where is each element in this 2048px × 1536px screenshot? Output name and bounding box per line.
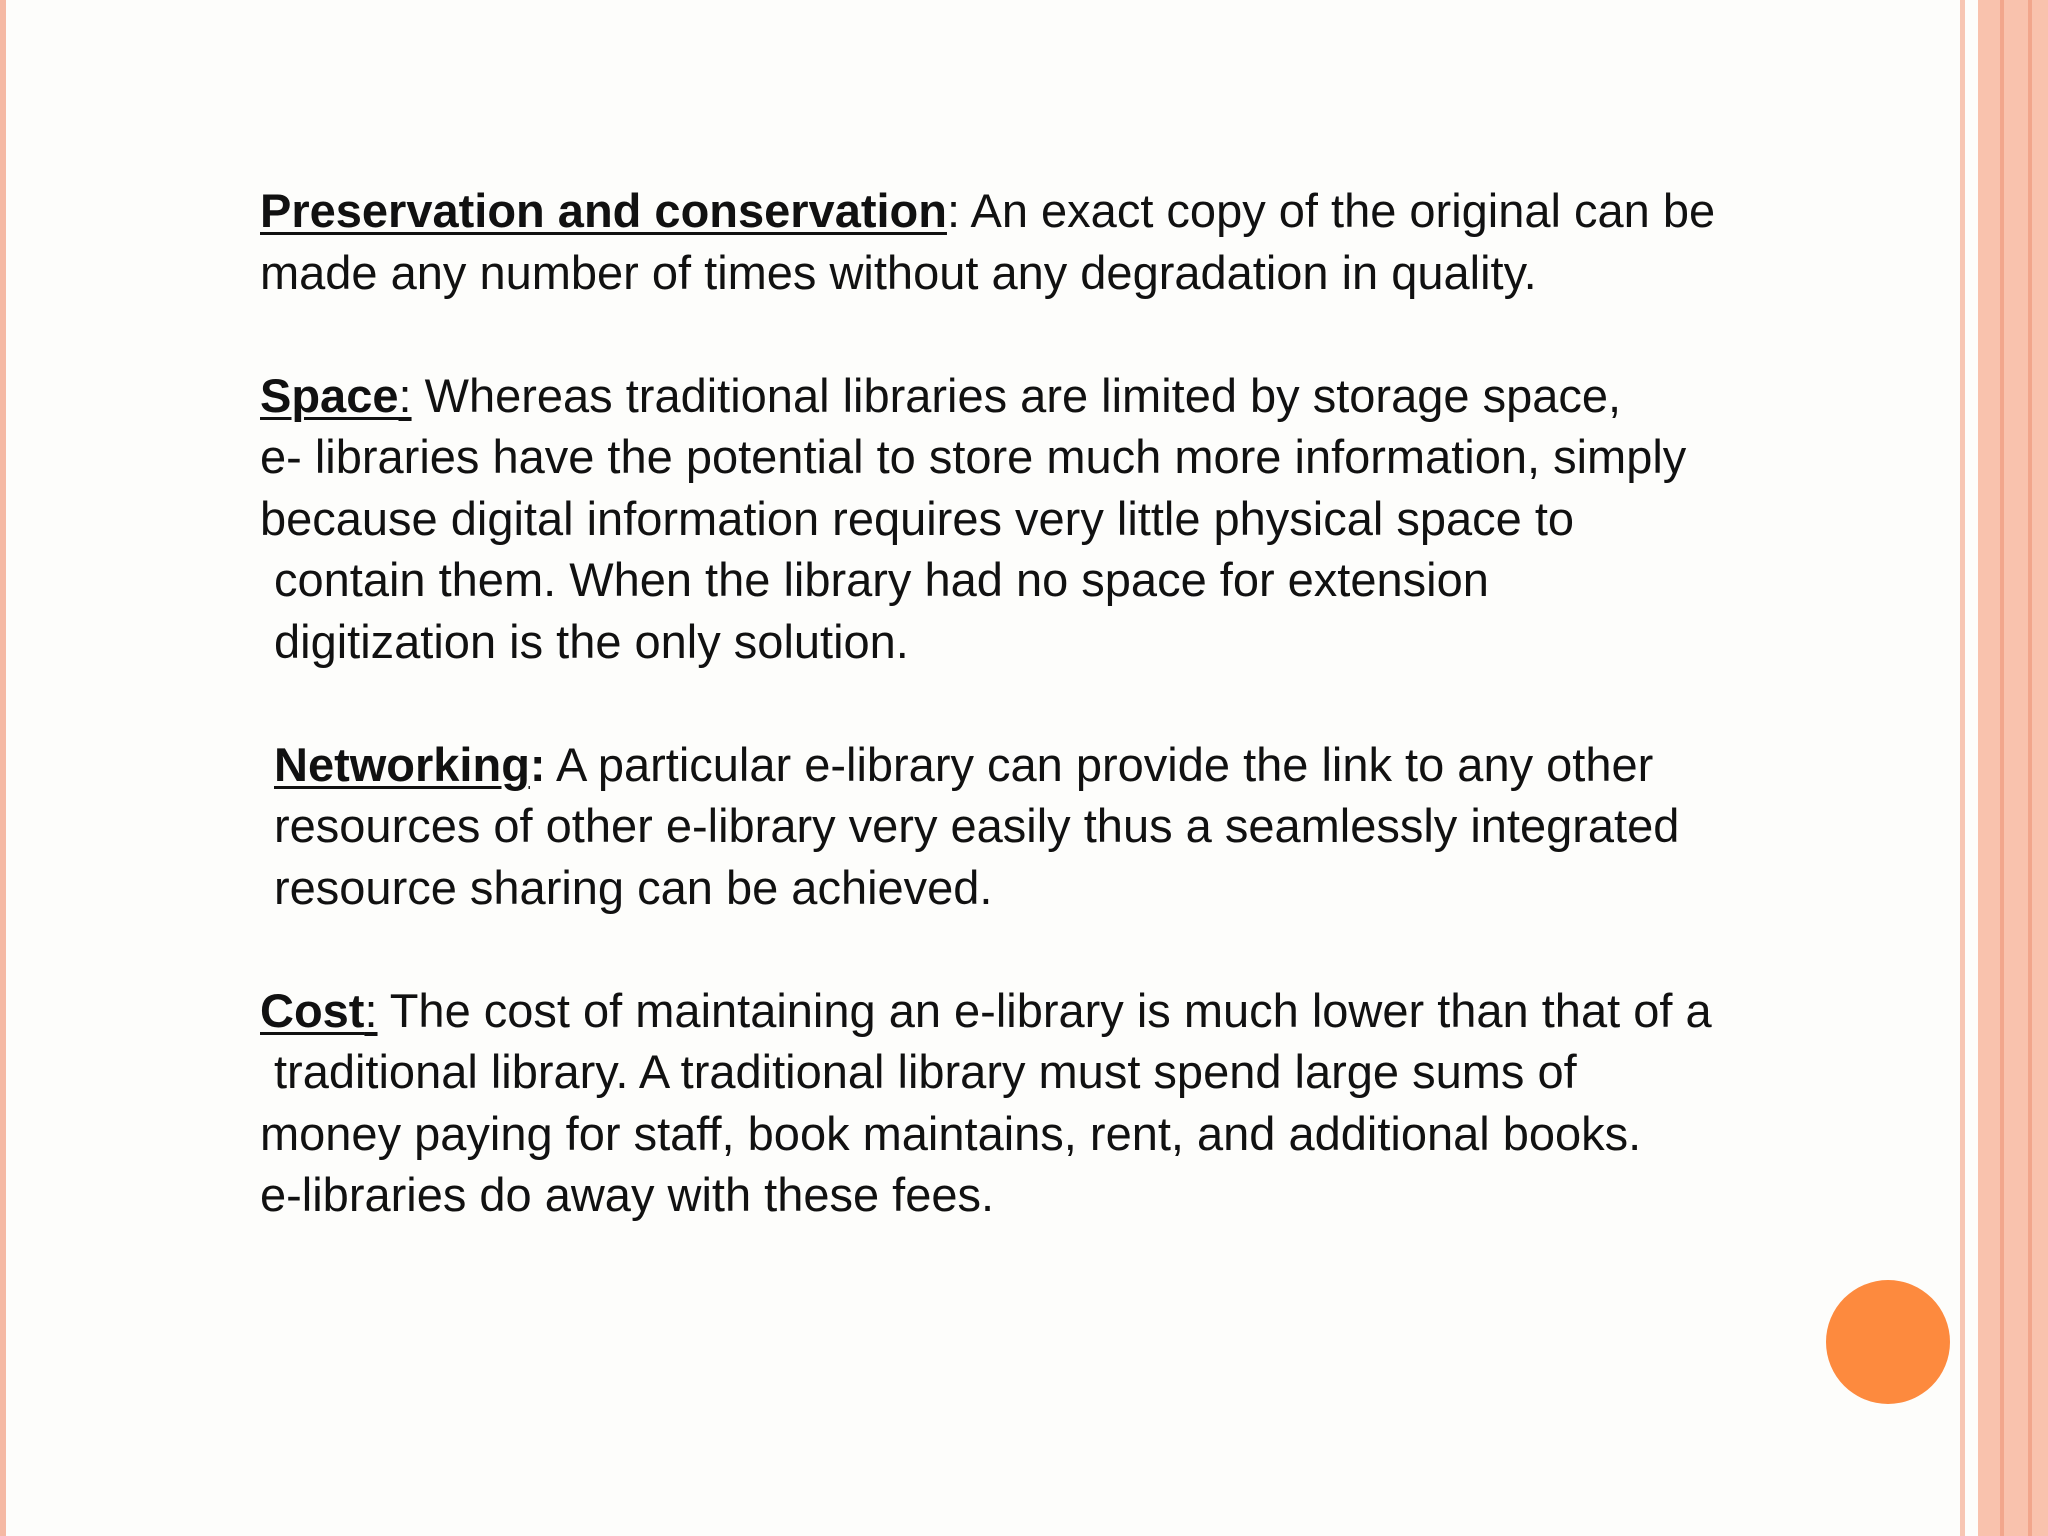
body-text: Whereas traditional libraries are limited by storage space, (411, 368, 1622, 422)
term-separator: : (946, 184, 961, 237)
right-border-band (1978, 0, 2048, 1536)
orange-circle-decoration (1826, 1280, 1950, 1404)
text-line: traditional library. A traditional library must spend large sums of (274, 1045, 1577, 1098)
body-text: A particular e-library can provide the link to any other (545, 737, 1654, 791)
term-heading: Cost (260, 983, 365, 1037)
slide-body (260, 180, 1900, 1226)
text-line: resource sharing can be achieved. (274, 860, 993, 914)
text-line (274, 734, 1900, 796)
right-border-stripe (2000, 0, 2004, 1536)
text-line (260, 980, 1900, 1042)
paragraph-networking (260, 734, 1900, 919)
text-line: e-libraries do away with these fees. (260, 1168, 995, 1221)
text-line: contain them. When the library had no space for extension (274, 553, 1489, 606)
right-border-stripe (2028, 0, 2032, 1536)
text-line: because digital information requires very little physical space to (260, 491, 1575, 545)
term-separator: : (364, 983, 378, 1037)
paragraph-space (260, 365, 1900, 673)
term-heading: Networking (274, 737, 530, 791)
text-line (260, 365, 1900, 427)
text-line: digitization is the only solution. (274, 614, 909, 668)
text-line: made any number of times without any degradation in quality. (260, 245, 1537, 299)
text-line: e- libraries have the potential to store much more information, simply (260, 430, 1687, 483)
term-heading: Preservation and conservation (260, 184, 947, 237)
term-heading: Space (260, 368, 399, 422)
left-border-decoration (0, 0, 6, 1536)
text-line: money paying for staff, book maintains, rent, and additional books. (260, 1106, 1642, 1160)
text-line (260, 180, 1900, 242)
paragraph-cost (260, 980, 1900, 1226)
body-text: An exact copy of the original can be (960, 184, 1716, 237)
paragraph-preservation (260, 180, 1900, 303)
right-border-line (1960, 0, 1965, 1536)
term-separator: : (398, 368, 412, 422)
body-text: The cost of maintaining an e-library is much lower than that of a (377, 983, 1712, 1037)
term-separator: : (529, 737, 546, 791)
text-line: resources of other e-library very easily thus a seamlessly integrated (274, 799, 1680, 852)
